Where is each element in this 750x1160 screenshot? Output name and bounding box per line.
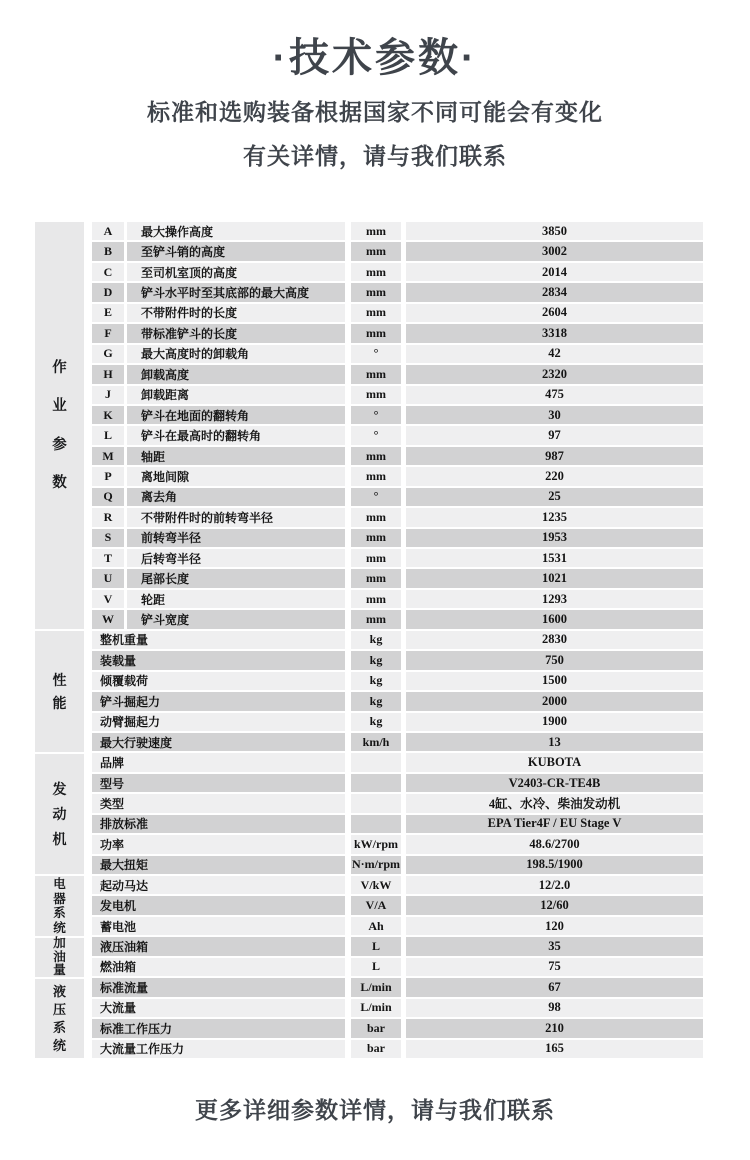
spec-row bbox=[92, 263, 703, 281]
group-label-char: 动 bbox=[52, 806, 67, 823]
row-key: S bbox=[92, 529, 124, 547]
spec-table bbox=[35, 222, 703, 1062]
row-value: 12/60 bbox=[406, 896, 703, 914]
group-label-char: 系 bbox=[53, 906, 66, 921]
row-name: 最大行驶速度 bbox=[92, 733, 345, 751]
row-value: 42 bbox=[406, 345, 703, 363]
group-label-char: 能 bbox=[52, 694, 67, 711]
row-value: KUBOTA bbox=[406, 753, 703, 771]
row-value: 220 bbox=[406, 467, 703, 485]
row-value: 210 bbox=[406, 1019, 703, 1037]
row-value: 750 bbox=[406, 651, 703, 669]
row-unit: mm bbox=[351, 549, 401, 567]
row-key: E bbox=[92, 304, 124, 322]
row-value: 25 bbox=[406, 488, 703, 506]
spec-row bbox=[92, 937, 703, 955]
row-name: 燃油箱 bbox=[92, 958, 345, 976]
spec-row bbox=[92, 733, 703, 751]
group-label bbox=[35, 979, 84, 1059]
row-key: P bbox=[92, 467, 124, 485]
row-unit: bar bbox=[351, 1019, 401, 1037]
row-value: 120 bbox=[406, 917, 703, 935]
group-label-char: 统 bbox=[52, 1038, 66, 1054]
row-unit: mm bbox=[351, 242, 401, 260]
spec-row bbox=[92, 917, 703, 935]
spec-row bbox=[92, 488, 703, 506]
row-name: 离地间隙 bbox=[127, 467, 345, 485]
row-key: D bbox=[92, 283, 124, 301]
page-title: ·技术参数· bbox=[272, 36, 478, 80]
row-value: 12/2.0 bbox=[406, 876, 703, 894]
spec-row bbox=[92, 999, 703, 1017]
spec-row bbox=[92, 1019, 703, 1037]
row-name: 轴距 bbox=[127, 447, 345, 465]
row-unit: mm bbox=[351, 590, 401, 608]
row-name: 尾部长度 bbox=[127, 569, 345, 587]
row-key: W bbox=[92, 610, 124, 628]
row-unit: mm bbox=[351, 569, 401, 587]
row-name: 前转弯半径 bbox=[127, 529, 345, 547]
row-value: 2604 bbox=[406, 304, 703, 322]
spec-row bbox=[92, 631, 703, 649]
row-value: 98 bbox=[406, 999, 703, 1017]
row-unit: km/h bbox=[351, 733, 401, 751]
row-name: 品牌 bbox=[92, 753, 345, 771]
row-name: 大流量工作压力 bbox=[92, 1040, 345, 1058]
row-name: 后转弯半径 bbox=[127, 549, 345, 567]
row-value: 35 bbox=[406, 937, 703, 955]
row-key: C bbox=[92, 263, 124, 281]
row-key: L bbox=[92, 426, 124, 444]
row-key: B bbox=[92, 242, 124, 260]
group-label-char: 业 bbox=[52, 398, 67, 414]
spec-row bbox=[92, 651, 703, 669]
row-value: 2834 bbox=[406, 283, 703, 301]
row-name: 至铲斗销的高度 bbox=[127, 242, 345, 260]
footer-note: 更多详细参数详情，请与我们联系 bbox=[195, 1097, 555, 1123]
row-value: 4缸、水冷、柴油发动机 bbox=[406, 794, 703, 812]
row-name: 标准流量 bbox=[92, 978, 345, 996]
row-value: 30 bbox=[406, 406, 703, 424]
group-label-char: 发 bbox=[52, 781, 67, 798]
row-value: 2320 bbox=[406, 365, 703, 383]
row-name: 装载量 bbox=[92, 651, 345, 669]
row-name: 型号 bbox=[92, 774, 345, 792]
group-label-char: 数 bbox=[52, 475, 67, 491]
row-key: T bbox=[92, 549, 124, 567]
group-label bbox=[35, 754, 84, 875]
row-unit: bar bbox=[351, 1040, 401, 1058]
spec-row bbox=[92, 590, 703, 608]
row-unit: ° bbox=[351, 488, 401, 506]
row-unit: L/min bbox=[351, 978, 401, 996]
row-name: 铲斗在地面的翻转角 bbox=[127, 406, 345, 424]
row-unit bbox=[351, 815, 401, 833]
row-name: 起动马达 bbox=[92, 876, 345, 894]
row-value: V2403-CR-TE4B bbox=[406, 774, 703, 792]
spec-row bbox=[92, 222, 703, 240]
group-label-char: 加 bbox=[53, 936, 66, 951]
row-name: 铲斗水平时至其底部的最大高度 bbox=[127, 283, 345, 301]
row-key: Q bbox=[92, 488, 124, 506]
row-value: 1600 bbox=[406, 610, 703, 628]
row-unit: kg bbox=[351, 651, 401, 669]
row-value: 67 bbox=[406, 978, 703, 996]
group-label-char: 量 bbox=[53, 963, 66, 978]
row-key: J bbox=[92, 386, 124, 404]
row-unit: mm bbox=[351, 529, 401, 547]
row-value: 1293 bbox=[406, 590, 703, 608]
group-label-char: 液 bbox=[52, 984, 66, 1000]
row-key: R bbox=[92, 508, 124, 526]
spec-row bbox=[92, 835, 703, 853]
group-label-char: 性 bbox=[52, 671, 67, 688]
row-key: U bbox=[92, 569, 124, 587]
row-name: 排放标准 bbox=[92, 815, 345, 833]
row-value: 198.5/1900 bbox=[406, 856, 703, 874]
spec-row bbox=[92, 753, 703, 771]
row-value: 97 bbox=[406, 426, 703, 444]
group-label-char: 机 bbox=[52, 831, 67, 848]
row-name: 功率 bbox=[92, 835, 345, 853]
row-unit: kW/rpm bbox=[351, 835, 401, 853]
row-value: 2014 bbox=[406, 263, 703, 281]
row-value: 1235 bbox=[406, 508, 703, 526]
row-name: 最大高度时的卸载角 bbox=[127, 345, 345, 363]
row-name: 整机重量 bbox=[92, 631, 345, 649]
spec-row bbox=[92, 774, 703, 792]
spec-row bbox=[92, 672, 703, 690]
row-name: 液压油箱 bbox=[92, 937, 345, 955]
row-unit: kg bbox=[351, 713, 401, 731]
row-name: 卸载距离 bbox=[127, 386, 345, 404]
spec-row bbox=[92, 529, 703, 547]
row-unit: kg bbox=[351, 631, 401, 649]
spec-row bbox=[92, 610, 703, 628]
row-key: K bbox=[92, 406, 124, 424]
row-unit: Ah bbox=[351, 917, 401, 935]
row-value: 13 bbox=[406, 733, 703, 751]
spec-row bbox=[92, 876, 703, 894]
spec-row bbox=[92, 426, 703, 444]
row-key: G bbox=[92, 345, 124, 363]
row-unit: mm bbox=[351, 324, 401, 342]
spec-row bbox=[92, 508, 703, 526]
row-name: 标准工作压力 bbox=[92, 1019, 345, 1037]
spec-row bbox=[92, 958, 703, 976]
group-label-char: 器 bbox=[53, 891, 66, 906]
group-label bbox=[35, 938, 84, 977]
spec-row bbox=[92, 242, 703, 260]
row-unit: mm bbox=[351, 365, 401, 383]
row-name: 带标准铲斗的长度 bbox=[127, 324, 345, 342]
spec-row bbox=[92, 406, 703, 424]
group-label-char: 系 bbox=[52, 1020, 66, 1036]
row-key: A bbox=[92, 222, 124, 240]
row-unit bbox=[351, 774, 401, 792]
row-name: 铲斗宽度 bbox=[127, 610, 345, 628]
group-label-char: 油 bbox=[53, 949, 66, 964]
row-unit: mm bbox=[351, 222, 401, 240]
row-unit: ° bbox=[351, 426, 401, 444]
group-label bbox=[35, 222, 84, 629]
group-label-char: 压 bbox=[52, 1002, 66, 1018]
spec-row bbox=[92, 713, 703, 731]
spec-row bbox=[92, 324, 703, 342]
spec-row bbox=[92, 794, 703, 812]
row-value: 165 bbox=[406, 1040, 703, 1058]
spec-row bbox=[92, 386, 703, 404]
row-unit: mm bbox=[351, 263, 401, 281]
row-unit: mm bbox=[351, 386, 401, 404]
row-name: 最大扭矩 bbox=[92, 856, 345, 874]
row-value: 987 bbox=[406, 447, 703, 465]
spec-groups bbox=[35, 222, 84, 1062]
row-unit bbox=[351, 753, 401, 771]
row-unit: L bbox=[351, 958, 401, 976]
spec-row bbox=[92, 815, 703, 833]
row-name: 动臂掘起力 bbox=[92, 713, 345, 731]
group-label bbox=[35, 876, 84, 935]
row-name: 类型 bbox=[92, 794, 345, 812]
spec-row bbox=[92, 447, 703, 465]
row-value: 1021 bbox=[406, 569, 703, 587]
spec-row bbox=[92, 283, 703, 301]
subtitle-line-2: 有关详情，请与我们联系 bbox=[243, 143, 507, 169]
spec-row bbox=[92, 365, 703, 383]
row-name: 铲斗掘起力 bbox=[92, 692, 345, 710]
row-name: 不带附件时的前转弯半径 bbox=[127, 508, 345, 526]
row-name: 最大操作高度 bbox=[127, 222, 345, 240]
row-value: 2830 bbox=[406, 631, 703, 649]
row-unit: mm bbox=[351, 610, 401, 628]
row-unit: N·m/rpm bbox=[351, 856, 401, 874]
row-unit: mm bbox=[351, 508, 401, 526]
row-key: H bbox=[92, 365, 124, 383]
row-unit: ° bbox=[351, 345, 401, 363]
spec-rows bbox=[92, 222, 703, 1060]
row-key: V bbox=[92, 590, 124, 608]
row-value: EPA Tier4F / EU Stage V bbox=[406, 815, 703, 833]
row-name: 至司机室顶的高度 bbox=[127, 263, 345, 281]
spec-row bbox=[92, 549, 703, 567]
row-name: 倾覆载荷 bbox=[92, 672, 345, 690]
group-label-char: 参 bbox=[52, 436, 67, 453]
group-label-char: 电 bbox=[53, 877, 66, 892]
row-value: 1500 bbox=[406, 672, 703, 690]
row-name: 轮距 bbox=[127, 590, 345, 608]
row-value: 48.6/2700 bbox=[406, 835, 703, 853]
row-unit: kg bbox=[351, 692, 401, 710]
row-unit: kg bbox=[351, 672, 401, 690]
row-value: 2000 bbox=[406, 692, 703, 710]
row-value: 1953 bbox=[406, 529, 703, 547]
spec-row bbox=[92, 467, 703, 485]
row-name: 大流量 bbox=[92, 999, 345, 1017]
row-unit: mm bbox=[351, 304, 401, 322]
row-unit: V/A bbox=[351, 896, 401, 914]
row-unit: mm bbox=[351, 447, 401, 465]
spec-row bbox=[92, 1040, 703, 1058]
row-unit: ° bbox=[351, 406, 401, 424]
spec-row bbox=[92, 896, 703, 914]
spec-row bbox=[92, 692, 703, 710]
row-value: 3850 bbox=[406, 222, 703, 240]
row-name: 不带附件时的长度 bbox=[127, 304, 345, 322]
spec-row bbox=[92, 856, 703, 874]
subtitle-line-1: 标准和选购装备根据国家不同可能会有变化 bbox=[147, 99, 603, 125]
row-unit: mm bbox=[351, 467, 401, 485]
row-value: 1900 bbox=[406, 713, 703, 731]
row-unit: V/kW bbox=[351, 876, 401, 894]
row-key: M bbox=[92, 447, 124, 465]
spec-row bbox=[92, 978, 703, 996]
row-name: 蓄电池 bbox=[92, 917, 345, 935]
row-value: 1531 bbox=[406, 549, 703, 567]
row-unit: L/min bbox=[351, 999, 401, 1017]
spec-row bbox=[92, 304, 703, 322]
row-value: 475 bbox=[406, 386, 703, 404]
spec-row bbox=[92, 345, 703, 363]
row-name: 铲斗在最高时的翻转角 bbox=[127, 426, 345, 444]
row-value: 3318 bbox=[406, 324, 703, 342]
group-label-char: 统 bbox=[53, 920, 66, 935]
row-name: 发电机 bbox=[92, 896, 345, 914]
row-value: 75 bbox=[406, 958, 703, 976]
row-unit bbox=[351, 794, 401, 812]
row-unit: mm bbox=[351, 283, 401, 301]
row-name: 卸载高度 bbox=[127, 365, 345, 383]
row-value: 3002 bbox=[406, 242, 703, 260]
group-label bbox=[35, 631, 84, 752]
group-label-char: 作 bbox=[52, 359, 67, 376]
row-name: 离去角 bbox=[127, 488, 345, 506]
row-key: F bbox=[92, 324, 124, 342]
row-unit: L bbox=[351, 937, 401, 955]
spec-row bbox=[92, 569, 703, 587]
